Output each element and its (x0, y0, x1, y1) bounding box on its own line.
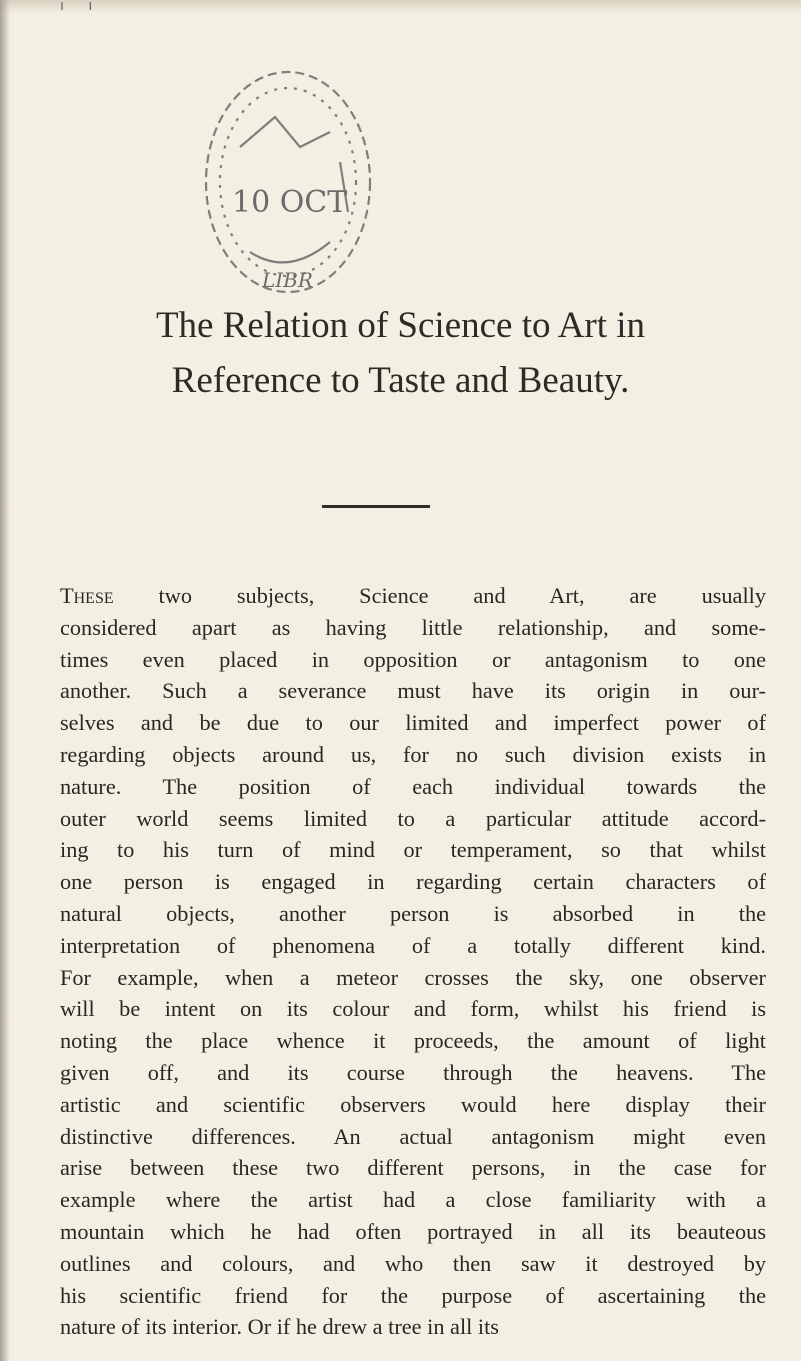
body-line: artistic and scientific observers would here display their (60, 1091, 766, 1117)
body-line: his scientific friend for the purpose of ascertaining the (60, 1282, 766, 1308)
scan-top-edge (0, 0, 801, 14)
body-line: arise between these two different persons, in the case for (60, 1155, 766, 1181)
body-line: outer world seems limited to a particular attitude accord- (60, 805, 766, 831)
drop-word: These (60, 583, 114, 608)
body-line: selves and be due to our limited and imperfect power of (60, 710, 766, 736)
title-line: Reference to Taste and Beauty. (171, 360, 630, 401)
body-line: mountain which he had often portrayed in all its beauteous (60, 1218, 766, 1244)
body-line: times even placed in opposition or antagonism to one (60, 646, 766, 672)
page-title (0, 298, 801, 408)
stamp-library-text: LIBR (262, 268, 313, 292)
body-lines (60, 612, 766, 1343)
title-divider (322, 505, 430, 508)
body-line: example where the artist had a close familiarity with a (60, 1187, 766, 1213)
body-line: nature of its interior. Or if he drew a tree in all its (60, 1314, 499, 1340)
body-line: ing to his turn of mind or temperament, so that whilst (60, 837, 766, 863)
body-line: outlines and colours, and who then saw it destroyed by (60, 1250, 766, 1276)
body-line: For example, when a meteor crosses the sky, one observer (60, 964, 766, 990)
body-line: noting the place whence it proceeds, the amount of light (60, 1028, 766, 1054)
body-line: nature. The position of each individual towards the (60, 773, 766, 799)
body-line: distinctive differences. An actual antagonism might even (60, 1123, 766, 1149)
body-line: given off, and its course through the heavens. The (60, 1059, 766, 1085)
top-edge-marks: ı ı (60, 0, 103, 14)
body-line: will be intent on its colour and form, whilst his friend is (60, 996, 766, 1022)
body-line: one person is engaged in regarding certain characters of (60, 869, 766, 895)
body-line-first (60, 580, 766, 612)
body-line: natural objects, another person is absorbed in the (60, 900, 766, 926)
binding-shadow (0, 0, 10, 1361)
body-line: interpretation of phenomena of a totally different kind. (60, 932, 766, 958)
body-line: regarding objects around us, for no such division exists in (60, 741, 766, 767)
first-line-text: two subjects, Science and Art, are usually (113, 583, 766, 608)
library-stamp-icon (180, 52, 400, 322)
body-paragraph (60, 580, 766, 1343)
body-line: another. Such a severance must have its origin in our- (60, 678, 766, 704)
title-line: The Relation of Science to Art in (155, 305, 646, 346)
stamp-date-text: 10 OCT (232, 185, 348, 220)
body-line: considered apart as having little relationship, and some- (60, 614, 766, 640)
